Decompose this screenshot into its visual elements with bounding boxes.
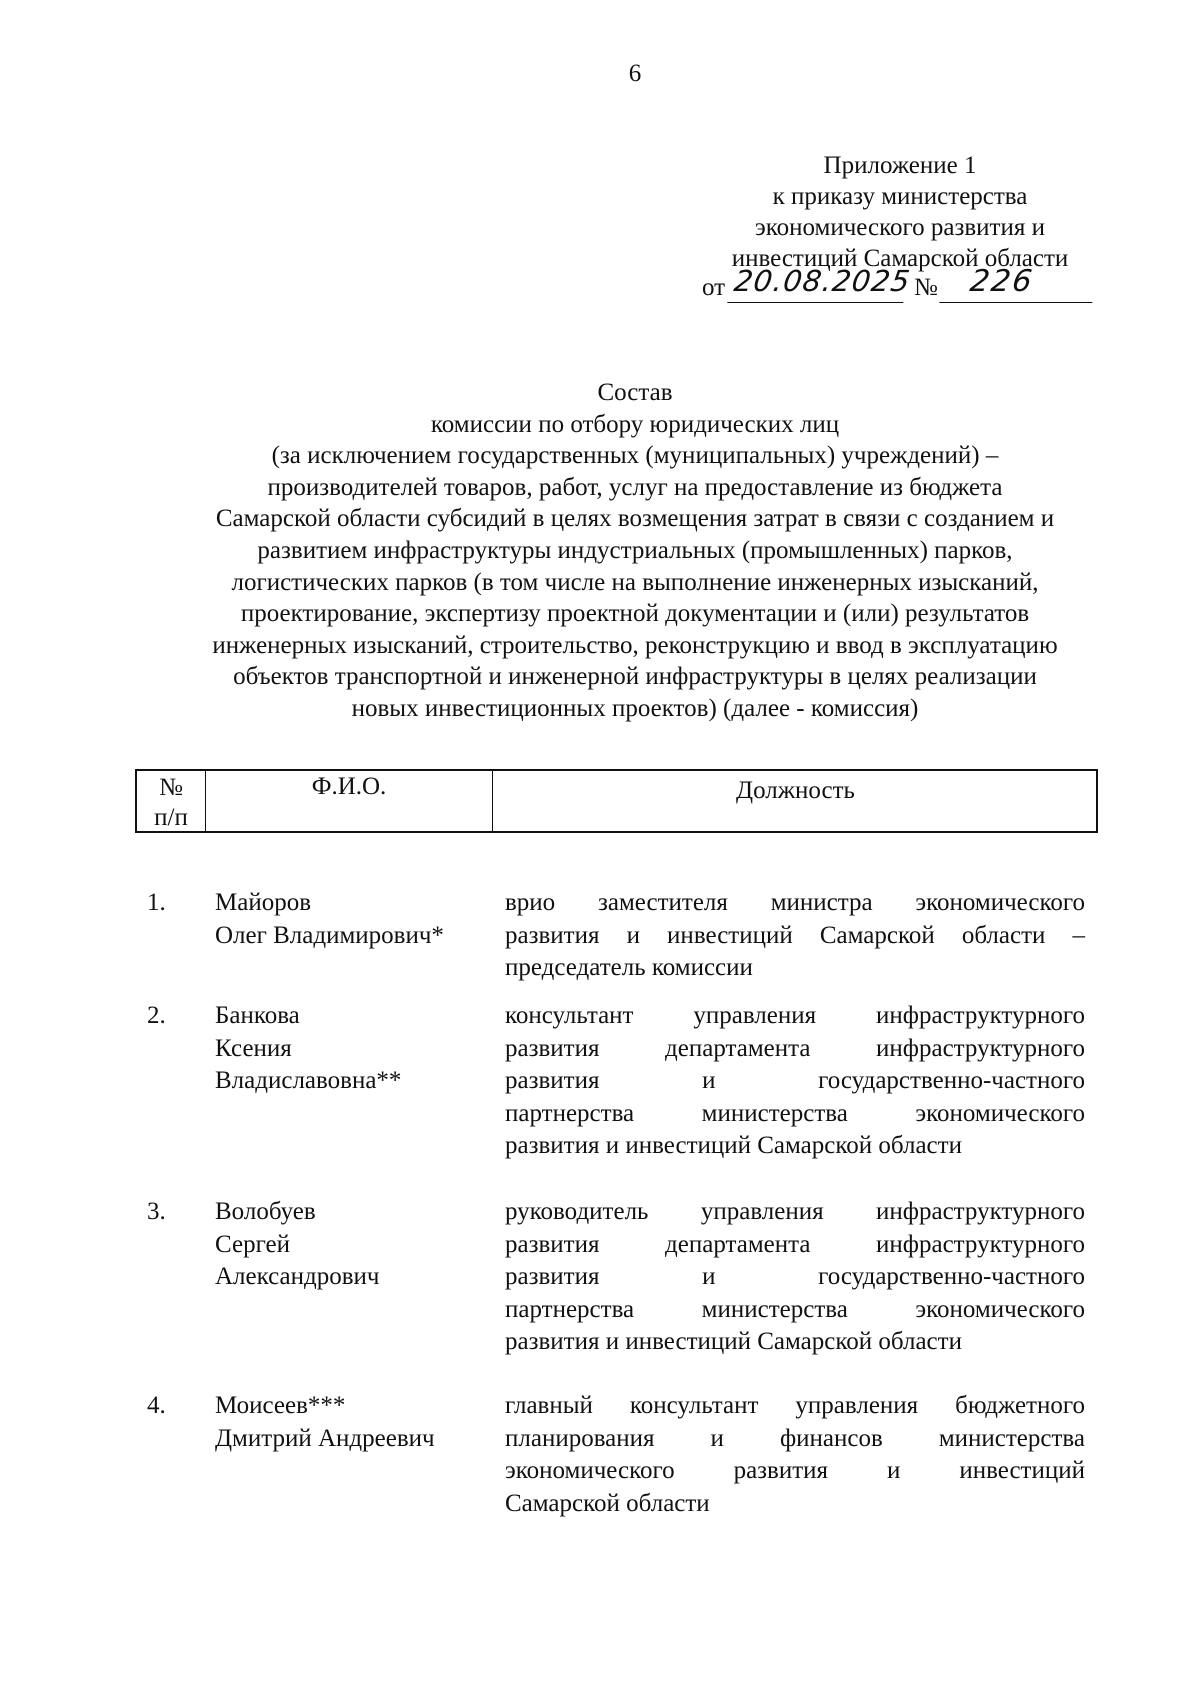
document-title	[130, 377, 1140, 725]
member-name-line: Олег Владимирович*	[215, 921, 444, 949]
title-line: инженерных изысканий, строительство, реконструкцию и ввод в эксплуатацию	[212, 631, 1058, 659]
number-prefix: №	[914, 274, 938, 301]
member-name-line: Александрович	[215, 1263, 380, 1290]
member-position-line: развития департамента инфраструктурного	[505, 1034, 1085, 1062]
appendix-line: инвестиций Самарской области	[731, 245, 1069, 272]
member-name-line: Волобуев	[215, 1198, 316, 1225]
member-number: 2.	[147, 1002, 166, 1029]
member-position	[505, 1390, 1085, 1520]
header-cell-name: Ф.И.О.	[206, 771, 493, 831]
member-position-line: Самарской области	[505, 1489, 710, 1517]
member-position	[505, 1196, 1085, 1359]
member-position-line: развития и инвестиций Самарской области –	[505, 921, 1085, 949]
member-name	[215, 1196, 485, 1294]
member-position-line: экономического развития и инвестиций	[505, 1457, 1085, 1484]
member-position-line: партнерства министерства экономического	[505, 1295, 1085, 1323]
member-number: 3.	[147, 1198, 166, 1225]
title-line: проектирование, экспертизу проектной документации и (или) результатов	[240, 600, 1030, 628]
member-position-line: главный консультант управления бюджетного	[505, 1392, 1085, 1419]
appendix-line: Приложение 1	[823, 152, 977, 179]
member-name-line: Дмитрий Андреевич	[215, 1424, 435, 1452]
page-number: 6	[628, 60, 642, 87]
title-line: комиссии по отбору юридических лиц	[430, 410, 840, 438]
appendix-header	[690, 150, 1110, 274]
title-line: производителей товаров, работ, услуг на предоставление из бюджета	[267, 473, 1003, 501]
handwritten-date: 20.08.2025	[727, 264, 908, 303]
title-line: (за исключением государственных (муниципальных) учреждений) –	[271, 442, 999, 470]
title-line: Самарской области субсидий в целях возмещения затрат в связи с созданием и	[215, 505, 1055, 533]
header-cell-number	[137, 771, 206, 831]
title-line: новых инвестиционных проектов) (далее - комиссия)	[351, 694, 919, 722]
member-number: 1.	[147, 889, 166, 916]
member-name-line: Майоров	[215, 889, 312, 916]
appendix-line: к приказу министерства	[772, 183, 1028, 210]
member-position-line: развития департамента инфраструктурного	[505, 1230, 1085, 1258]
member-position	[505, 887, 1085, 985]
member-name	[215, 1390, 485, 1455]
title-line: Состав	[597, 379, 673, 406]
member-name-line: Банкова	[215, 1002, 300, 1029]
title-line: развитием инфраструктуры индустриальных (промышленных) парков,	[257, 536, 1013, 564]
date-prefix: от	[702, 274, 726, 301]
header-number-label: №	[159, 774, 183, 801]
table-header	[135, 769, 1098, 833]
member-position-line: развития и государственно-частного	[505, 1263, 1085, 1290]
member-position-line: развития и инвестиций Самарской области	[505, 1132, 962, 1159]
member-name-line: Сергей	[215, 1230, 290, 1258]
member-name	[215, 887, 485, 952]
member-name-line: Ксения	[215, 1034, 292, 1062]
appendix-line: экономического развития и	[755, 214, 1045, 241]
order-date-number-line	[702, 264, 1122, 310]
title-line: логистических парков (в том числе на выполнение инженерных изысканий,	[231, 568, 1039, 596]
header-number-sublabel: п/п	[154, 804, 188, 831]
member-position-line: консультант управления инфраструктурного	[505, 1002, 1085, 1029]
member-position-line: председатель комиссии	[505, 954, 753, 981]
member-position-line: руководитель управления инфраструктурного	[505, 1198, 1085, 1225]
member-position-line: развития и инвестиций Самарской области	[505, 1328, 962, 1355]
member-position-line: врио заместителя министра экономического	[505, 889, 1085, 916]
member-position-line: партнерства министерства экономического	[505, 1099, 1085, 1127]
handwritten-order-number: 226	[939, 264, 1097, 303]
member-name	[215, 1000, 485, 1098]
member-number: 4.	[147, 1392, 166, 1419]
title-line: объектов транспортной и инженерной инфраструктуры в целях реализации	[233, 663, 1037, 691]
member-name-line: Моисеев***	[215, 1392, 346, 1419]
member-position-line: развития и государственно-частного	[505, 1067, 1085, 1094]
header-cell-position: Должность	[736, 777, 855, 804]
member-name-line: Владиславовна**	[215, 1067, 402, 1094]
member-position	[505, 1000, 1085, 1163]
member-position-line: планирования и финансов министерства	[505, 1424, 1085, 1452]
